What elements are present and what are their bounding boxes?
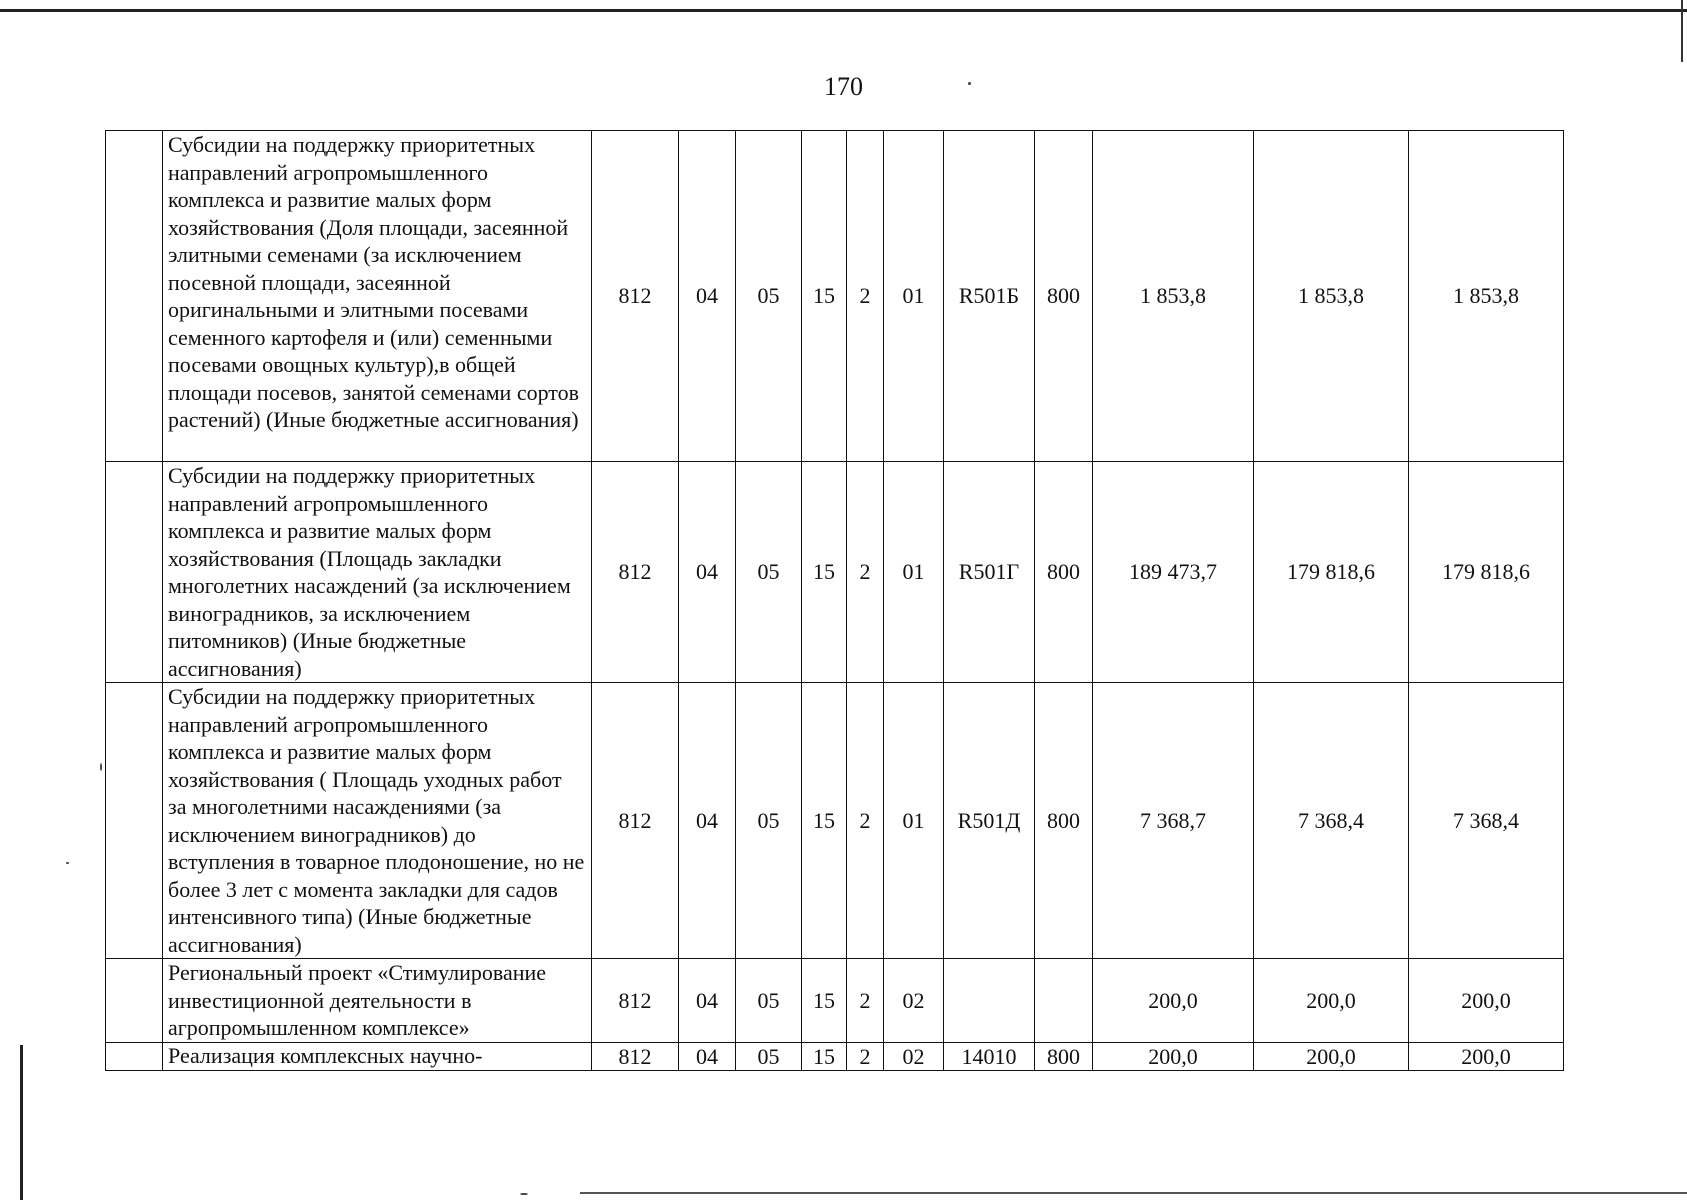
- description-cell: Региональный проект «Стимулирование инвестиционной деятельности в агропромышленном комплексе»: [163, 959, 592, 1043]
- subsection-code-cell: 05: [736, 1042, 802, 1070]
- row-number-cell: [106, 959, 163, 1043]
- amount-year-1-cell: 1 853,8: [1093, 131, 1254, 462]
- subsection-code-cell: 05: [736, 131, 802, 462]
- row-number-cell: [106, 131, 163, 462]
- section-code-cell: 04: [679, 131, 736, 462]
- subprogram-code-cell: 2: [847, 462, 884, 683]
- amount-year-2-cell: 1 853,8: [1254, 131, 1409, 462]
- ministry-code-cell: 812: [592, 683, 679, 959]
- scan-edge-top: [0, 9, 1687, 12]
- table-row: [106, 959, 1564, 1043]
- direction-code-cell: 14010: [944, 1042, 1035, 1070]
- expense-type-cell: 800: [1035, 683, 1093, 959]
- amount-year-3-cell: 1 853,8: [1409, 131, 1564, 462]
- program-code-cell: 15: [802, 683, 847, 959]
- section-code-cell: 04: [679, 683, 736, 959]
- event-code-cell: 02: [884, 1042, 944, 1070]
- expense-type-cell: 800: [1035, 131, 1093, 462]
- description-cell: Субсидии на поддержку приоритетных направлений агропромышленного комплекса и развитие малых форм хозяйствования (Площадь закладки многолетних насаждений (за исключением виноградников, за исключением питомников) (Иные бюджетные ассигнования): [163, 462, 592, 683]
- event-code-cell: 02: [884, 959, 944, 1043]
- page-number: 170: [824, 72, 863, 101]
- section-code-cell: 04: [679, 1042, 736, 1070]
- table-row: [106, 683, 1564, 959]
- expense-type-cell: 800: [1035, 1042, 1093, 1070]
- program-code-cell: 15: [802, 959, 847, 1043]
- event-code-cell: 01: [884, 462, 944, 683]
- scan-speck: [520, 1193, 528, 1195]
- event-code-cell: 01: [884, 131, 944, 462]
- amount-year-2-cell: 7 368,4: [1254, 683, 1409, 959]
- direction-code-cell: R501Д: [944, 683, 1035, 959]
- row-number-cell: [106, 462, 163, 683]
- ministry-code-cell: 812: [592, 131, 679, 462]
- program-code-cell: 15: [802, 462, 847, 683]
- subprogram-code-cell: 2: [847, 959, 884, 1043]
- budget-table: [105, 130, 1564, 1071]
- amount-year-1-cell: 189 473,7: [1093, 462, 1254, 683]
- amount-year-3-cell: 200,0: [1409, 1042, 1564, 1070]
- subprogram-code-cell: 2: [847, 1042, 884, 1070]
- amount-year-1-cell: 200,0: [1093, 959, 1254, 1043]
- section-code-cell: 04: [679, 462, 736, 683]
- event-code-cell: 01: [884, 683, 944, 959]
- description-cell: Субсидии на поддержку приоритетных направлений агропромышленного комплекса и развитие малых форм хозяйствования (Доля площади, засеянной элитными семенами (за исключением посевной площади, засеянной оригинальными и элитными посевами семенного картофеля и (или) семенными посевами овощных культур),в общей площади посевов, занятой семенами сортов растений) (Иные бюджетные ассигнования): [163, 131, 592, 462]
- subsection-code-cell: 05: [736, 462, 802, 683]
- direction-code-cell: R501Г: [944, 462, 1035, 683]
- section-code-cell: 04: [679, 959, 736, 1043]
- amount-year-3-cell: 179 818,6: [1409, 462, 1564, 683]
- row-number-cell: [106, 1042, 163, 1070]
- ministry-code-cell: 812: [592, 462, 679, 683]
- amount-year-3-cell: 7 368,4: [1409, 683, 1564, 959]
- subsection-code-cell: 05: [736, 683, 802, 959]
- row-number-cell: [106, 683, 163, 959]
- amount-year-2-cell: 179 818,6: [1254, 462, 1409, 683]
- table-row: [106, 1042, 1564, 1070]
- direction-code-cell: R501Б: [944, 131, 1035, 462]
- program-code-cell: 15: [802, 1042, 847, 1070]
- direction-code-cell: [944, 959, 1035, 1043]
- scan-speck: [66, 862, 69, 864]
- scan-edge-left: [20, 1045, 23, 1200]
- expense-type-cell: 800: [1035, 462, 1093, 683]
- scan-edge-right: [1681, 0, 1683, 62]
- amount-year-3-cell: 200,0: [1409, 959, 1564, 1043]
- subsection-code-cell: 05: [736, 959, 802, 1043]
- subprogram-code-cell: 2: [847, 131, 884, 462]
- table-row: [106, 131, 1564, 462]
- ministry-code-cell: 812: [592, 1042, 679, 1070]
- amount-year-2-cell: 200,0: [1254, 959, 1409, 1043]
- expense-type-cell: [1035, 959, 1093, 1043]
- description-cell: Реализация комплексных научно-: [163, 1042, 592, 1070]
- amount-year-1-cell: 7 368,7: [1093, 683, 1254, 959]
- amount-year-1-cell: 200,0: [1093, 1042, 1254, 1070]
- amount-year-2-cell: 200,0: [1254, 1042, 1409, 1070]
- subprogram-code-cell: 2: [847, 683, 884, 959]
- scan-edge-bottom: [580, 1192, 1687, 1194]
- table-row: [106, 462, 1564, 683]
- ministry-code-cell: 812: [592, 959, 679, 1043]
- scan-speck: [100, 763, 102, 771]
- description-cell: Субсидии на поддержку приоритетных направлений агропромышленного комплекса и развитие малых форм хозяйствования ( Площадь уходных работ за многолетними насаждениями (за исключением виноградников) до вступления в товарное плодоношение, но не более 3 лет с момента закладки для садов интенсивного типа) (Иные бюджетные ассигнования): [163, 683, 592, 959]
- program-code-cell: 15: [802, 131, 847, 462]
